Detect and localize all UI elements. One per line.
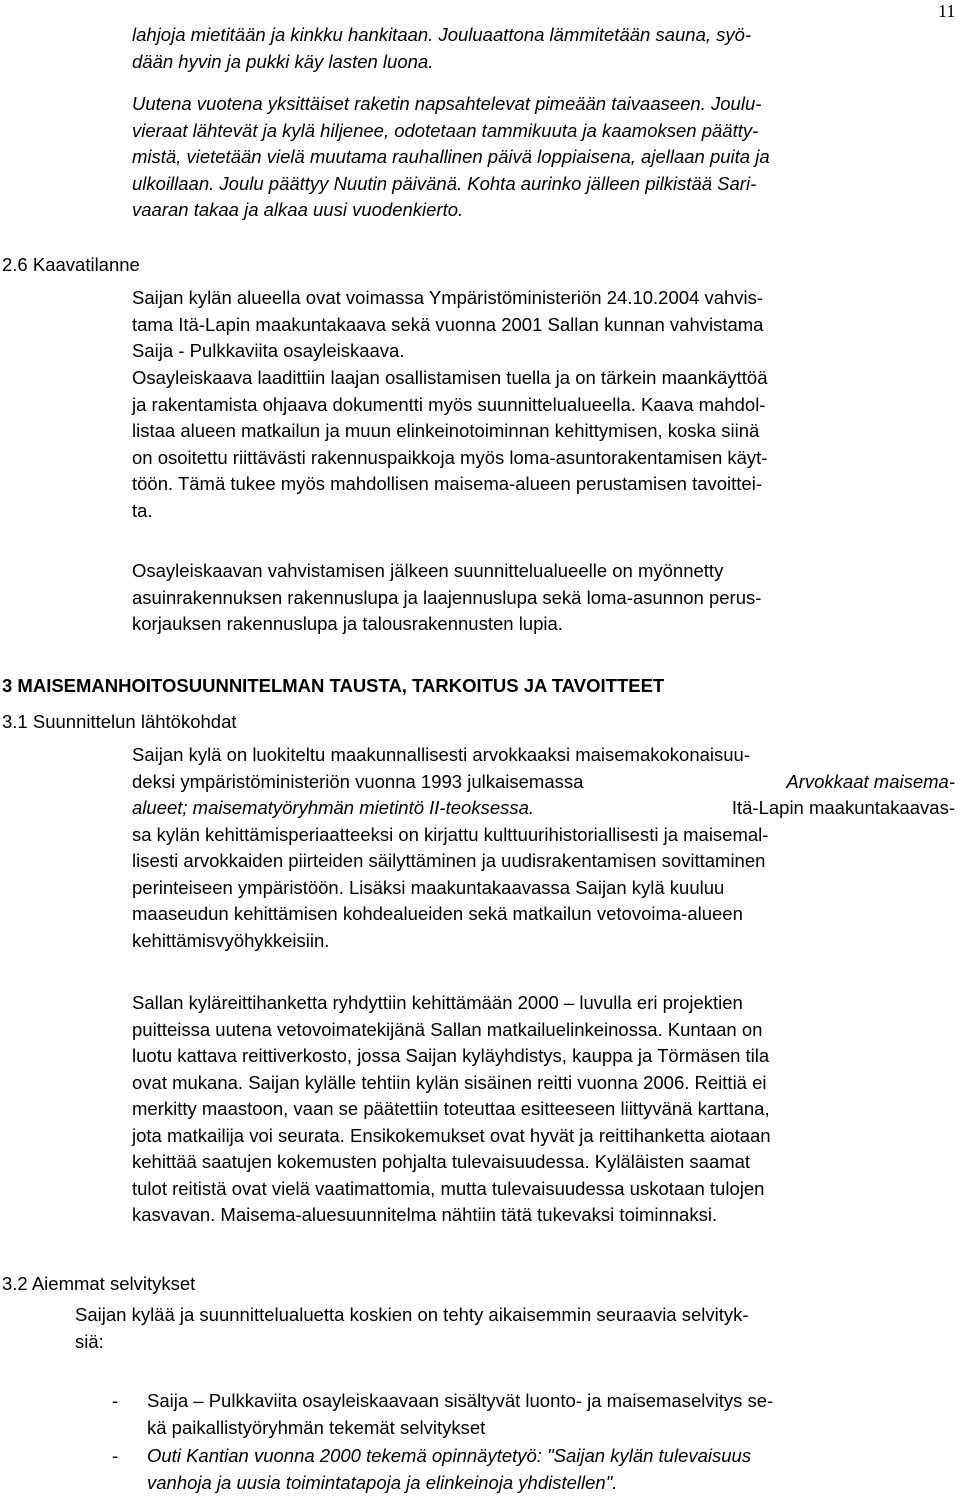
text-run: Itä-Lapin maakuntakaavas- [726,797,955,818]
s26-paragraph-2 [132,365,768,524]
text-line: töön. Tämä tukee myös mahdollisen maisema-alueen perustamisen tavoittei- [132,473,762,494]
text-line [132,795,955,822]
text-run: deksi ympäristöministeriön vuonna 1993 julkaisemassa [132,770,589,792]
text-line [132,769,955,796]
text-line: sa kylän kehittämisperiaatteeksi on kirjattu kulttuurihistoriallisesti ja maisemal- [132,823,769,845]
text-line: ja rakentamista ohjaava dokumentti myös suunnittelualueella. Kaava mahdol- [132,393,766,415]
text-run: Saijan kylä on luokiteltu maakunnallisesti arvokkaaksi maisemakokonaisuu- [132,744,750,765]
text-line: dään hyvin ja pukki käy lasten luona. [132,50,434,72]
s31-paragraph-2 [132,990,771,1229]
text-line [132,742,955,769]
text-line: vanhoja ja uusia toimintatapoja ja elinkeinoja yhdistellen". [147,1471,618,1493]
text-line: vaaran takaa ja alkaa uusi vuodenkierto. [132,199,464,220]
text-line: ulkoillaan. Joulu päättyy Nuutin päivänä. Kohta aurinko jälleen pilkistää Sari- [132,172,757,194]
text-line: luotu kattava reittiverkosto, jossa Saijan kyläyhdistys, kauppa ja Törmäsen tila [132,1045,770,1066]
text-line: ovat mukana. Saijan kylälle tehtiin kylän sisäinen reitti vuonna 2006. Reittiä ei [132,1071,767,1093]
text-line: lisesti arvokkaiden piirteiden säilyttäminen ja uudisrakentamisen sovittaminen [132,850,766,871]
section-heading-3-1: 3.1 Suunnittelun lähtökohdat [2,711,237,732]
text-line: Osayleiskaavan vahvistamisen jälkeen suunnittelualueelle on myönnetty [132,560,724,581]
text-line: tulot reitistä ovat vielä vaatimattomia, mutta tulevaisuudessa uskotaan tulojen [132,1177,765,1199]
text-line: Saija - Pulkkaviita osayleiskaava. [132,340,405,361]
text-line: puitteissa uutena vetovoimatekijänä Sallan matkailuelinkeinossa. Kuntaan on [132,1018,763,1040]
s26-paragraph-3 [132,558,761,638]
text-line: maaseudun kehittämisen kohdealueiden sekä matkailun vetovoima-alueen [132,903,743,924]
intro-paragraph-1 [132,22,751,75]
text-line: Outi Kantian vuonna 2000 tekemä opinnäytetyö: "Saijan kylän tulevaisuus [147,1445,752,1466]
s32-intro-paragraph [75,1302,749,1355]
text-line: Saijan kylää ja suunnittelualuetta koskien on tehty aikaisemmin seuraavia selvityk- [75,1304,749,1325]
text-line: kehittää saatujen kokemusten pohjalta tulevaisuudessa. Kyläläisten saamat [132,1151,751,1172]
list-bullet-dash: - [112,1445,119,1466]
list-bullet-dash: - [112,1390,119,1411]
text-line: jota matkailija voi seurata. Ensikokemukset ovat hyvät ja reittihanketta aiotaan [132,1124,771,1146]
text-line: korjauksen rakennuslupa ja talousrakennusten lupia. [132,613,563,634]
text-line: mistä, vietetään vielä muutama rauhallinen päivä loppiaisena, ajellaan puita ja [132,146,770,167]
text-line: kehittämisvyöhykkeisiin. [132,929,330,951]
s31-paragraph-1 [132,742,955,954]
text-line: siä: [75,1330,104,1352]
page-number: 11 [938,1,956,21]
chapter-heading-3: 3 MAISEMANHOITOSUUNNITELMAN TAUSTA, TARKOITUS JA TAVOITTEET [2,675,665,696]
text-line: Saija – Pulkkaviita osayleiskaavaan sisältyvät luonto- ja maisemaselvitys se- [147,1390,774,1411]
text-line: Osayleiskaava laadittiin laajan osallistamisen tuella ja on tärkein maankäyttöä [132,367,768,388]
text-line: tama Itä-Lapin maakuntakaava sekä vuonna 2001 Sallan kunnan vahvistama [132,313,764,335]
intro-paragraph-2 [132,91,770,224]
s26-paragraph-1 [132,285,763,365]
text-line: kasvavan. Maisema-aluesuunnitelma nähtiin tätä tukevaksi toiminnaksi. [132,1204,718,1225]
text-line: on osoitettu riittävästi rakennuspaikkoja myös loma-asuntorakentamisen käyt- [132,446,768,468]
text-line: listaa alueen matkailun ja muun elinkeinotoiminnan kehittymisen, koska siinä [132,420,760,441]
list-item [147,1443,751,1496]
text-line: asuinrakennuksen rakennuslupa ja laajennuslupa sekä loma-asunnon perus- [132,586,762,608]
text-line: Uutena vuotena yksittäiset raketin napsahtelevat pimeään taivaaseen. Joulu- [132,93,762,114]
list-item [147,1388,773,1441]
text-run-italic: Arvokkaat maisema- [786,770,955,792]
text-line: Sallan kyläreittihanketta ryhdyttiin kehittämään 2000 – luvulla eri projektien [132,992,743,1013]
text-line: lahjoja mietitään ja kinkku hankitaan. Jouluaattona lämmitetään sauna, syö- [132,24,752,45]
text-line: Saijan kylän alueella ovat voimassa Ympäristöministeriön 24.10.2004 vahvis- [132,287,764,308]
section-heading-2-6: 2.6 Kaavatilanne [2,254,140,275]
text-line: merkitty maastoon, vaan se päätettiin toteuttaa esitteeseen liittyvänä karttana, [132,1098,770,1119]
text-line: kä paikallistyöryhmän tekemät selvitykset [147,1416,486,1438]
section-heading-3-2: 3.2 Aiemmat selvitykset [2,1273,196,1294]
text-line: vieraat lähtevät ja kylä hiljenee, odotetaan tammikuuta ja kaamoksen päätty- [132,119,759,141]
text-line: perinteiseen ympäristöön. Lisäksi maakuntakaavassa Saijan kylä kuuluu [132,876,725,898]
text-run-italic: alueet; maisematyöryhmän mietintö II-teoksessa. [132,797,535,818]
text-line: ta. [132,499,153,521]
